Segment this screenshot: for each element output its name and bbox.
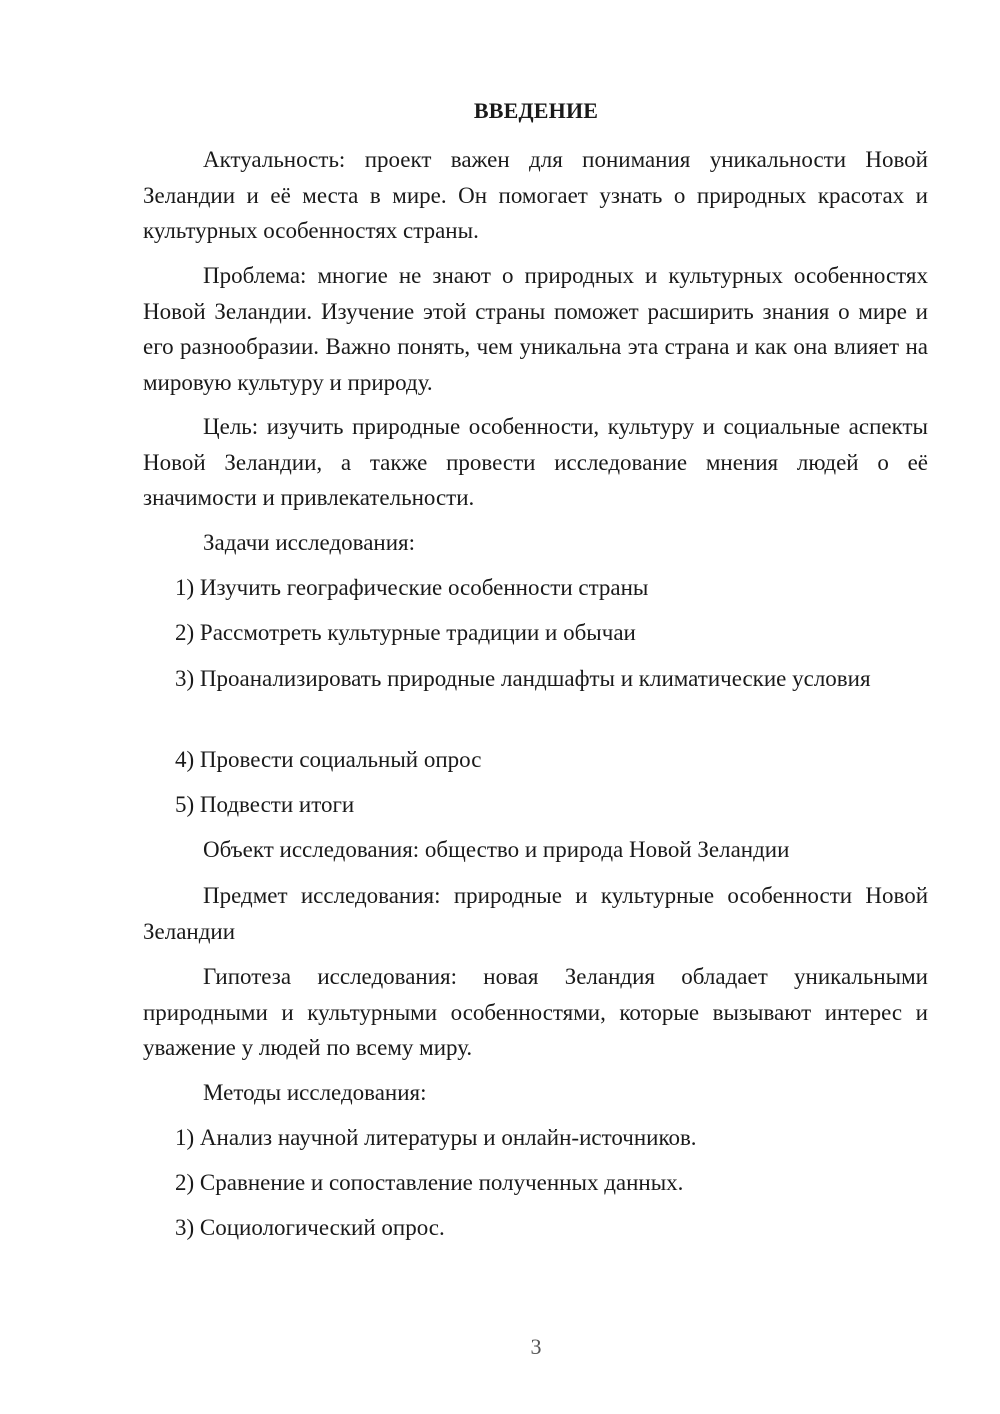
method-item: 2) Сравнение и сопоставление полученных данных. — [175, 1170, 684, 1195]
task-item: 4) Провести социальный опрос — [175, 747, 482, 772]
subject-paragraph: Предмет исследования: природные и культурные особенности Новой Зеландии — [143, 883, 928, 944]
methods-heading: Методы исследования: — [203, 1080, 427, 1105]
task-item: 1) Изучить географические особенности страны — [175, 575, 649, 600]
task-item: 2) Рассмотреть культурные традиции и обычаи — [175, 620, 636, 645]
task-item: 3) Проанализировать природные ландшафты и климатические условия — [175, 666, 871, 691]
tasks-heading: Задачи исследования: — [203, 530, 416, 555]
page-title: ВВЕДЕНИЕ — [473, 98, 599, 123]
method-item: 1) Анализ научной литературы и онлайн-источников. — [175, 1125, 697, 1150]
task-item: 5) Подвести итоги — [175, 792, 355, 817]
method-item: 3) Социологический опрос. — [175, 1215, 445, 1240]
goal-paragraph: Цель: изучить природные особенности, культуру и социальные аспекты Новой Зеландии, а также провести исследование мнения людей о её значимости и привлекательности. — [143, 414, 928, 510]
page-number: 3 — [530, 1334, 542, 1359]
problem-paragraph: Проблема: многие не знают о природных и культурных особенностях Новой Зеландии. Изучение этой страны поможет расширить знания о мире и его разнообразии. Важно понять, чем уникальна эта страна и как она влияет на мировую культуру и природу. — [143, 263, 928, 395]
hypothesis-paragraph: Гипотеза исследования: новая Зеландия обладает уникальными природными и культурными особенностями, которые вызывают интерес и уважение у людей по всему миру. — [143, 964, 928, 1060]
object-line: Объект исследования: общество и природа Новой Зеландии — [203, 837, 790, 862]
relevance-paragraph: Актуальность: проект важен для понимания уникальности Новой Зеландии и её места в мире. Он помогает узнать о природных красотах и культурных особенностях страны. — [143, 147, 928, 243]
